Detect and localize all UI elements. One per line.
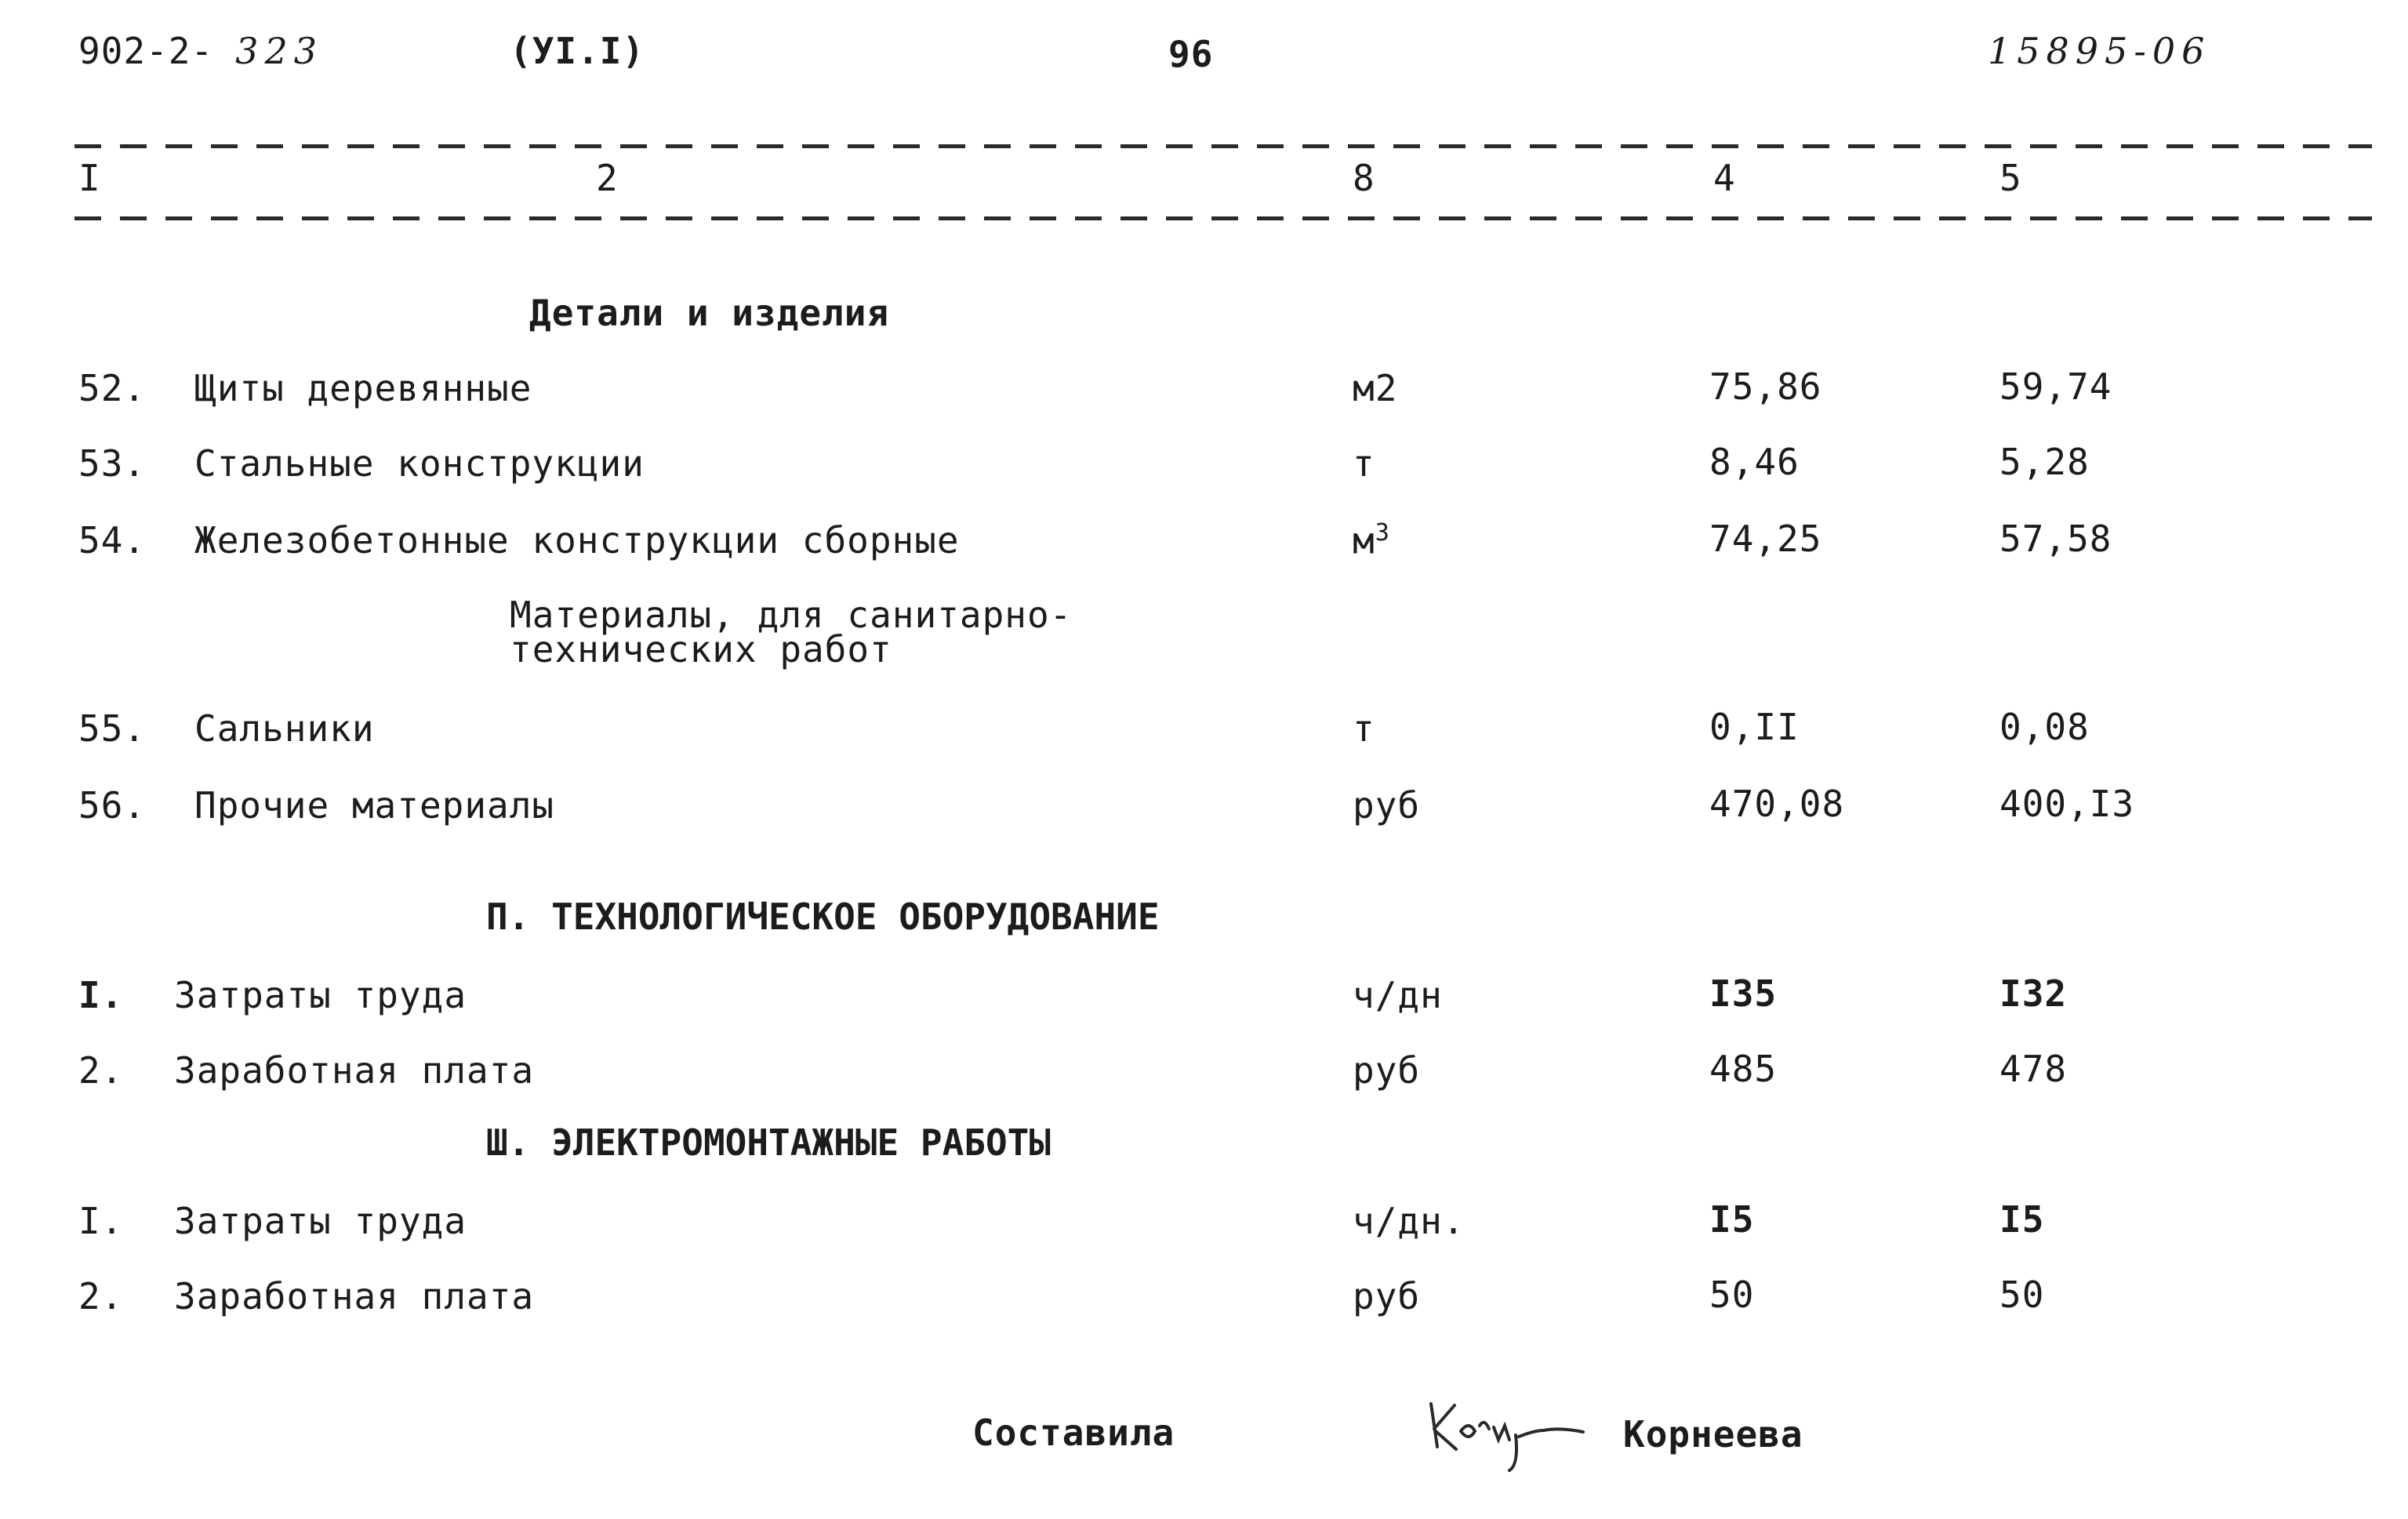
section-title-line1: Материалы, для санитарно-	[510, 594, 1073, 636]
row-value-col5: 50	[1999, 1274, 2045, 1316]
section-title: П. ТЕХНОЛОГИЧЕСКОЕ ОБОРУДОВАНИЕ	[486, 896, 1160, 938]
row-value-col5: 5,28	[1999, 441, 2090, 483]
row-number: 52.	[78, 367, 147, 409]
row-unit: руб	[1353, 1275, 1421, 1317]
row-value-col4: 74,25	[1709, 518, 1822, 560]
section-title: Ш. ЭЛЕКТРОМОНТАЖНЫЕ РАБОТЫ	[486, 1121, 1051, 1164]
doc-code-printed: 902-2-	[78, 30, 214, 72]
row-unit	[1353, 519, 1390, 561]
column-header-1: I	[78, 157, 101, 199]
row-name: Прочие материалы	[194, 784, 555, 827]
row-name: Стальные конструкции	[194, 442, 645, 485]
row-unit: т	[1353, 707, 1375, 750]
section-title-line2: технических работ	[510, 628, 892, 670]
row-value-col5: 59,74	[1999, 365, 2112, 408]
row-unit: т	[1353, 442, 1375, 485]
doc-code-handwritten: 323	[235, 30, 323, 72]
section-title-multiline	[510, 594, 1073, 670]
column-header-3: 8	[1353, 157, 1375, 199]
row-value-col4: 8,46	[1709, 441, 1800, 483]
row-number: 2.	[78, 1049, 124, 1092]
part-label: (УI.I)	[510, 30, 645, 72]
unit-superscript: 3	[1375, 519, 1390, 547]
row-number: I.	[78, 1200, 124, 1242]
row-value-col4: 485	[1709, 1048, 1778, 1090]
row-value-col4: 470,08	[1709, 783, 1845, 825]
row-unit: руб	[1353, 1049, 1421, 1092]
composer-name: Корнеева	[1623, 1413, 1803, 1455]
row-number: 2.	[78, 1275, 124, 1317]
row-name: Затраты труда	[174, 1200, 467, 1242]
page-number: 96	[1168, 33, 1214, 75]
row-value-col4: I35	[1709, 972, 1778, 1015]
inventory-number: 15895-06	[1988, 30, 2211, 72]
row-name: Затраты труда	[174, 974, 467, 1016]
top-dashed-rule	[74, 144, 2372, 148]
row-name: Заработная плата	[174, 1275, 535, 1317]
row-value-col4: 0,II	[1709, 706, 1800, 748]
row-value-col5: I5	[1999, 1198, 2045, 1241]
row-value-col4: 75,86	[1709, 365, 1822, 408]
row-number: 55.	[78, 707, 147, 750]
row-value-col4: 50	[1709, 1274, 1755, 1316]
row-name: Заработная плата	[174, 1049, 535, 1092]
row-value-col5: 0,08	[1999, 706, 2090, 748]
row-value-col5: I32	[1999, 972, 2068, 1015]
section-title: Детали и изделия	[529, 292, 890, 334]
column-header-5: 5	[1999, 157, 2022, 199]
row-number: 53.	[78, 442, 147, 485]
row-value-col5: 400,I3	[1999, 783, 2135, 825]
row-number: 56.	[78, 784, 147, 827]
row-value-col5: 57,58	[1999, 518, 2112, 560]
row-unit: руб	[1353, 784, 1421, 827]
column-header-2: 2	[596, 157, 619, 199]
composed-label: Составила	[972, 1412, 1175, 1454]
row-value-col4: I5	[1709, 1198, 1755, 1241]
row-value-col5: 478	[1999, 1048, 2068, 1090]
bottom-dashed-rule	[74, 216, 2372, 220]
row-number: I.	[78, 974, 124, 1016]
row-number: 54.	[78, 519, 147, 561]
row-name: Сальники	[194, 707, 375, 750]
row-unit: м2	[1353, 367, 1398, 409]
handwritten-signature	[1423, 1388, 1596, 1477]
unit-base: м	[1353, 519, 1375, 562]
row-name: Щиты деревянные	[194, 367, 532, 409]
row-unit: ч/дн.	[1353, 1200, 1466, 1242]
doc-code	[78, 30, 323, 72]
row-unit: ч/дн	[1353, 974, 1443, 1016]
row-name: Железобетонные конструкции сборные	[194, 519, 960, 561]
column-header-4: 4	[1713, 157, 1736, 199]
